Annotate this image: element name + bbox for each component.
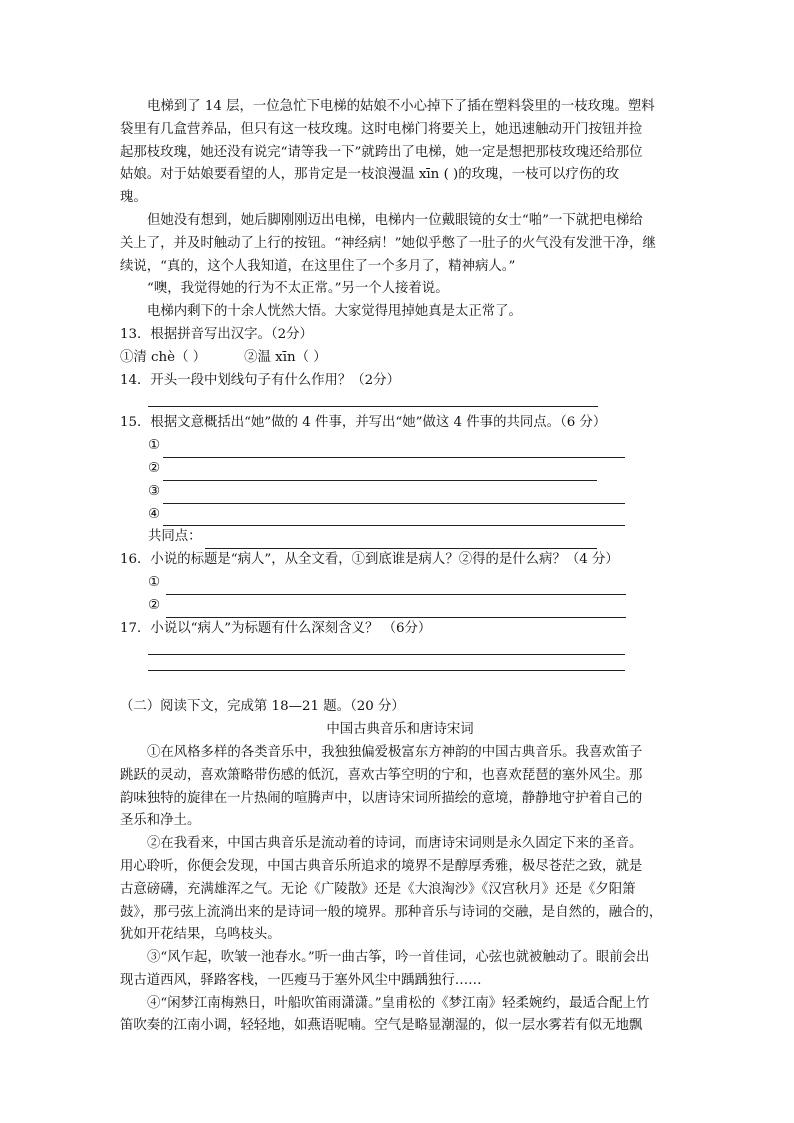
story-line: 但她没有想到，她后脚刚刚迈出电梯，电梯内一位戴眼镜的女士“啪”一下就把电梯给	[147, 212, 643, 228]
q16-item-label: ①	[148, 574, 161, 590]
article-line: ④“闲梦江南梅熟日，叶船吹笛雨潇潇。”皇甫松的《梦江南》轻柔婉约，最适合配上竹	[147, 995, 650, 1011]
question-13-answers	[120, 347, 680, 370]
article-line: 古意磅礴，充满雄浑之气。无论《广陵散》还是《大浪淘沙》《汉宫秋月》还是《夕阳箫	[120, 881, 636, 897]
q16-answer-row	[120, 572, 680, 595]
section2-heading: （二）阅读下文，完成第 18—21 题。（20 分）	[120, 699, 405, 715]
q15-answer-row	[120, 435, 680, 458]
article-line: ③“风乍起，吹皱一池春水。”听一曲古筝，吟一首佳词，心弦也就被触动了。眼前会出	[147, 950, 650, 966]
q16-answer-line[interactable]	[166, 580, 626, 595]
question-16: 16．小说的标题是“病人”，从全文看，①到底谁是病人？②得的是什么病？（4 分）	[120, 552, 619, 568]
story-line: 姑娘。对于姑娘要看望的人，那肯定是一枝浪漫温 xīn ( )的玫瑰，一枝可以疗伤的玫	[120, 167, 619, 183]
q13-item-b: ②温 xīn（ ）	[244, 349, 327, 365]
document-page	[120, 96, 680, 1038]
q17-answer-line[interactable]	[148, 656, 625, 671]
article-line: ②在我看来，中国古典音乐是流动着的诗词，而唐诗宋词则是永久固定下来的圣音。	[147, 836, 643, 852]
q14-answer-line[interactable]	[148, 392, 598, 407]
article-line: 用心聆听，你便会发现，中国古典音乐所追求的境界不是醇厚秀雅，极尽苍茫之致，就是	[120, 858, 643, 874]
story-line: 续说，“真的，这个人我知道，在这里住了一个多月了，精神病人。”	[120, 258, 516, 274]
q15-common-line[interactable]	[205, 534, 597, 549]
q15-item-label: ④	[148, 506, 161, 522]
question-14: 14．开头一段中划线句子有什么作用？（2分）	[120, 372, 400, 388]
q15-common-row	[120, 526, 680, 549]
q15-answer-line[interactable]	[163, 489, 625, 504]
q16-answer-row	[120, 595, 680, 618]
section-spacer	[120, 678, 680, 696]
story-line: 电梯内剩下的十余人恍然大悟。大家觉得甩掉她真是太正常了。	[147, 304, 522, 320]
story-line: 袋里有几盒营养品，但只有这一枝玫瑰。这时电梯门将要关上，她迅速触动开门按钮并捡	[120, 121, 643, 137]
q15-answer-row	[120, 458, 680, 481]
article-line: 韵味独特的旋律在一片热闹的喧腾声中，以唐诗宋词所描绘的意境，静静地守护着自己的	[120, 790, 643, 806]
q15-item-label: ①	[148, 438, 161, 454]
article-line: 跳跃的灵动，喜欢箫略带伤感的低沉，喜欢古筝空明的宁和，也喜欢琵琶的塞外风尘。那	[120, 767, 643, 783]
story-line: 瑰。	[120, 190, 147, 206]
story-passage	[120, 96, 680, 324]
article-title: 中国古典音乐和唐诗宋词	[326, 722, 474, 738]
article-line: 现古道西风，驿路客栈，一匹瘦马于塞外风尘中踽踽独行……	[120, 972, 482, 988]
q16-answer-line[interactable]	[166, 603, 626, 618]
story-line: 起那枝玫瑰，她还没有说完“请等我一下”就跨出了电梯，她一定是想把那枝玫瑰还给那位	[120, 144, 643, 160]
article-line: 犹如开花结果，乌鸣枝头。	[120, 927, 281, 943]
q15-answer-line[interactable]	[163, 511, 625, 526]
q15-answer-row	[120, 481, 680, 504]
q15-answer-line[interactable]	[163, 466, 597, 481]
q15-answer-row	[120, 504, 680, 527]
q15-item-label: ③	[148, 483, 161, 499]
article-body	[120, 742, 680, 1038]
question-13: 13．根据拼音写出汉字。（2分）	[120, 326, 313, 342]
article-line: 圣乐和净土。	[120, 813, 201, 829]
article-line: 笛吹奏的江南小调，轻轻地，如燕语呢喃。空气是略显潮湿的，似一层水雾若有似无地飘	[120, 1018, 643, 1034]
q15-common-label: 共同点：	[148, 529, 202, 545]
story-line: “噢，我觉得她的行为不太正常。”另一个人接着说。	[147, 281, 449, 297]
q15-item-label: ②	[148, 460, 161, 476]
q15-answer-line[interactable]	[163, 443, 625, 458]
q17-answer-line[interactable]	[148, 640, 625, 655]
question-17: 17．小说以“病人”为标题有什么深刻含义？ （6分）	[120, 620, 432, 636]
story-line: 关上了，并及时触动了上行的按钮。“神经病！”她似乎憋了一肚子的火气没有发泄干净，继	[120, 235, 656, 251]
q17-answer-row	[120, 640, 680, 656]
q14-answer-row	[120, 392, 680, 408]
article-line: ①在风格多样的各类音乐中，我独独偏爱极富东方神韵的中国古典音乐。我喜欢笛子	[147, 744, 643, 760]
question-15: 15．根据文意概括出“她”做的 4 件事，并写出“她”做这 4 件事的共同点。（6 分）	[120, 415, 607, 431]
q16-item-label: ②	[148, 597, 161, 613]
q13-item-a: ①清 chè（ ）	[120, 349, 207, 365]
story-line: 电梯到了 14 层，一位急忙下电梯的姑娘不小心掉下了插在塑料袋里的一枝玫瑰。塑料	[147, 99, 655, 114]
article-line: 鼓》，那弓弦上流淌出来的是诗词一般的境界。那种音乐与诗词的交融，是自然的，融合的，	[120, 904, 663, 920]
q17-answer-row	[120, 656, 680, 678]
